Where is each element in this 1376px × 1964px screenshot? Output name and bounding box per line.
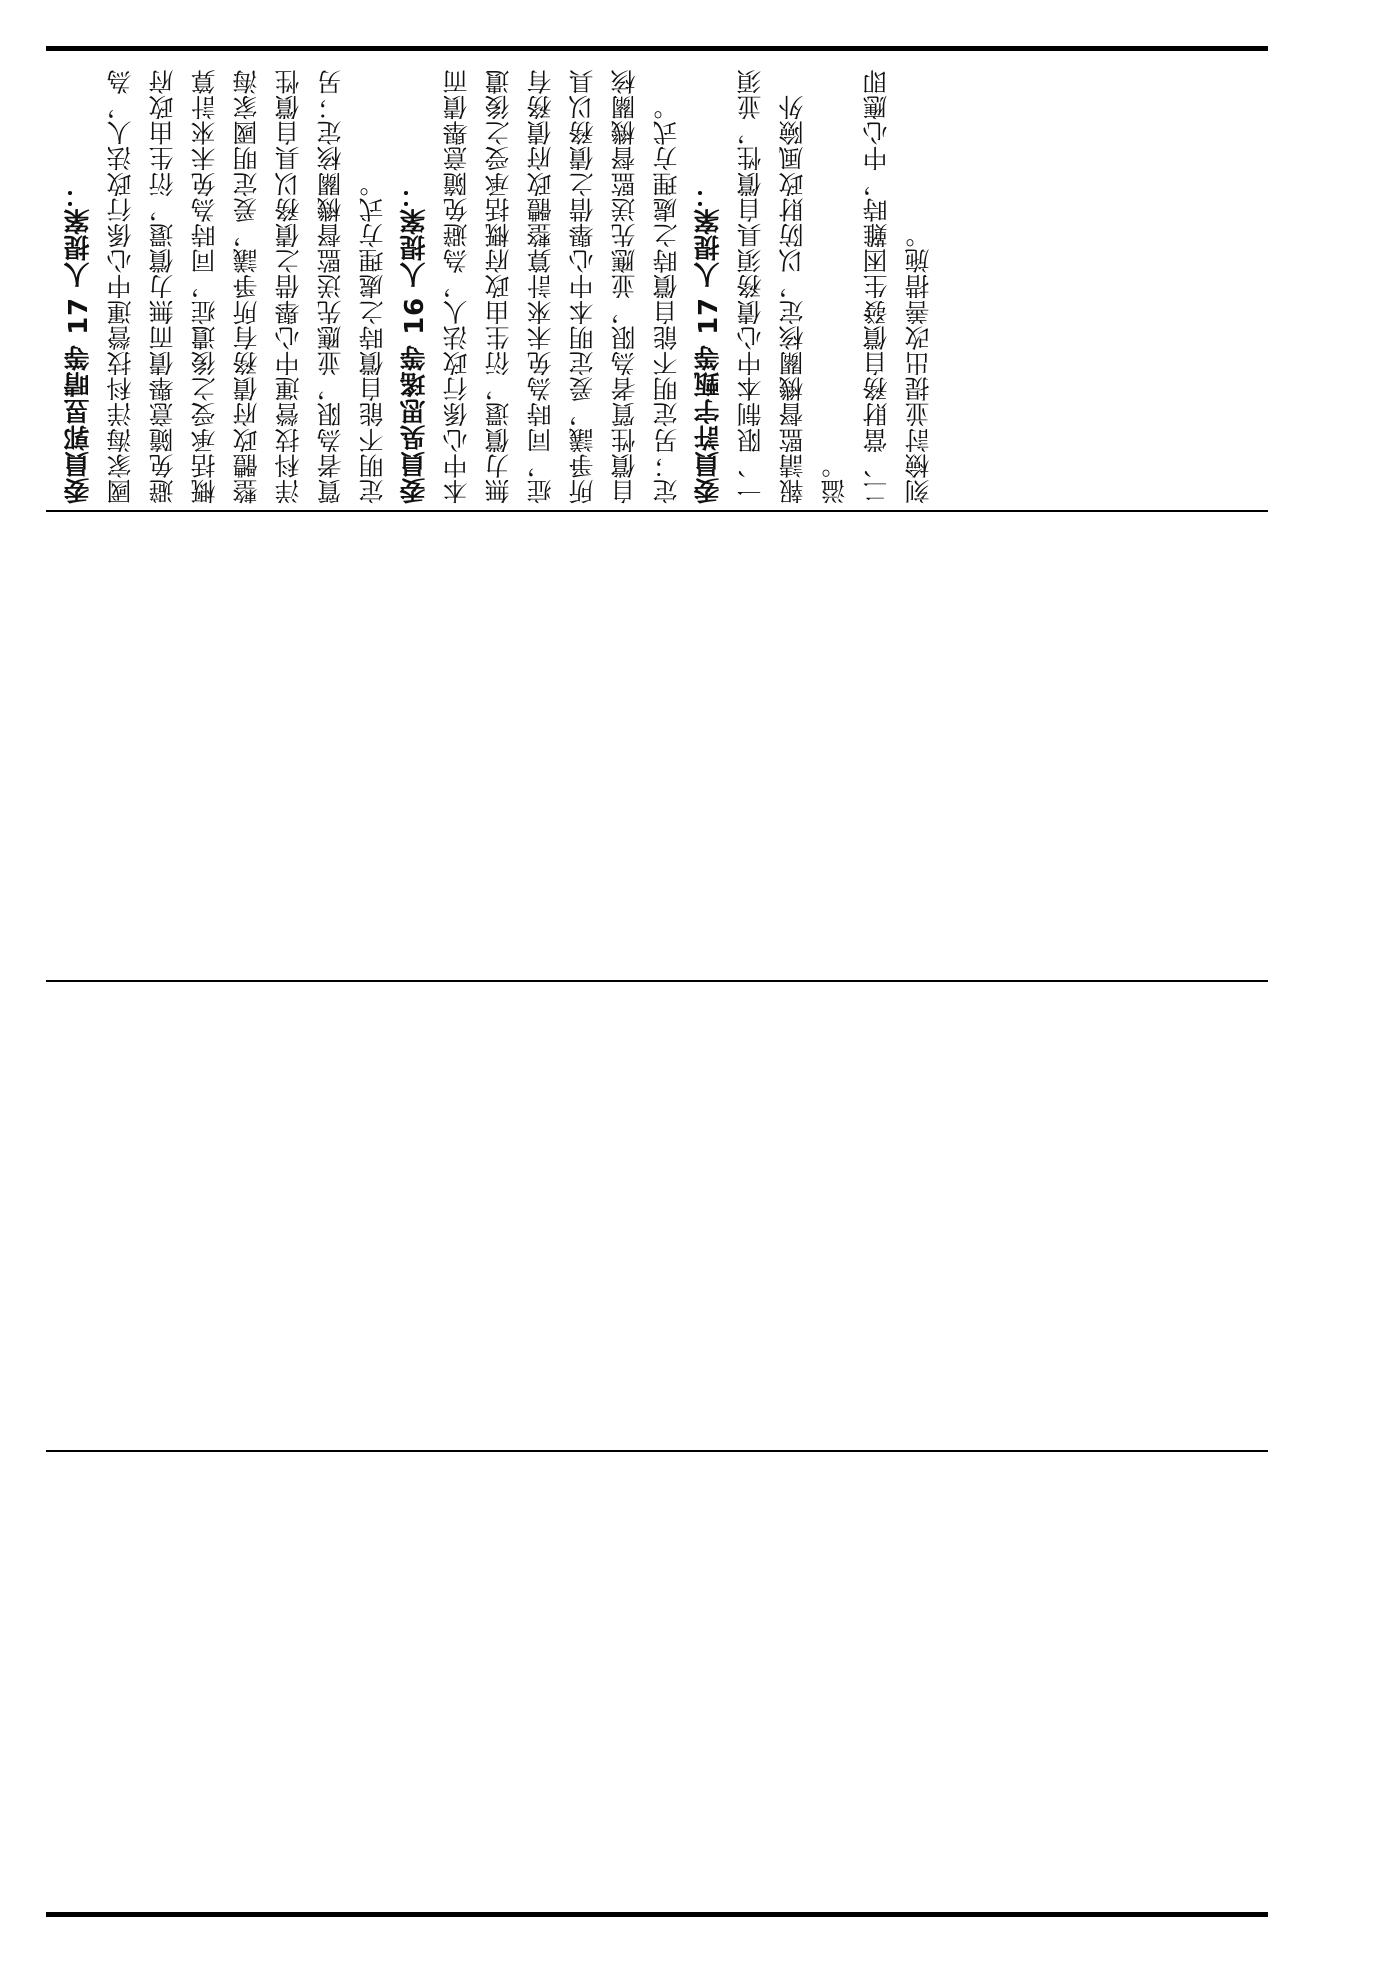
- proposal-title: 委員郭昱晴等 17 人提案：: [64, 181, 94, 504]
- proposal-text: 國家海洋科技營運中心係行政法人，為避免隨意舉債而無力償還，衍生由政府概括承受之後遺症，同時為免未來計算整體政府債務有所爭議，爰定明國家海洋科技營運中心舉借之債務以具自償性質者為限，並應先送監督機關核定；另定明不能自償時之處理方式。: [106, 68, 387, 504]
- proposal-item: 二、當財務自償發生困難時，中心應即刻檢討並提出改善措施。: [862, 68, 933, 504]
- proposals-column: [58, 58, 1258, 504]
- section-divider: [46, 1450, 1268, 1452]
- proposal-item: 一、限制本中心債務須具自償性，並須報請監督機關核定，以防財政風險外溢。: [736, 68, 849, 504]
- section-divider: [46, 980, 1268, 982]
- section-divider: [46, 510, 1268, 512]
- top-rule: [46, 46, 1268, 51]
- proposal-1: [58, 58, 394, 504]
- bottom-rule: [46, 1912, 1268, 1917]
- proposal-text: 本中心係行政法人，為避免隨意舉債而無力償還，衍生由政府概括承受之後遺症，同時為免未來計算整體政府債務有所爭議，爰定明本中心舉借之債務以具自償性質者為限，並應先送監督機關核定；另定明不能自償時之處理方式。: [442, 68, 681, 504]
- proposal-2: [394, 58, 688, 504]
- proposal-title: 委員吳思瑤等 16 人提案：: [400, 181, 430, 504]
- proposal-3: [688, 58, 940, 504]
- proposal-title: 委員許宇甄等 17 人提案：: [694, 181, 724, 504]
